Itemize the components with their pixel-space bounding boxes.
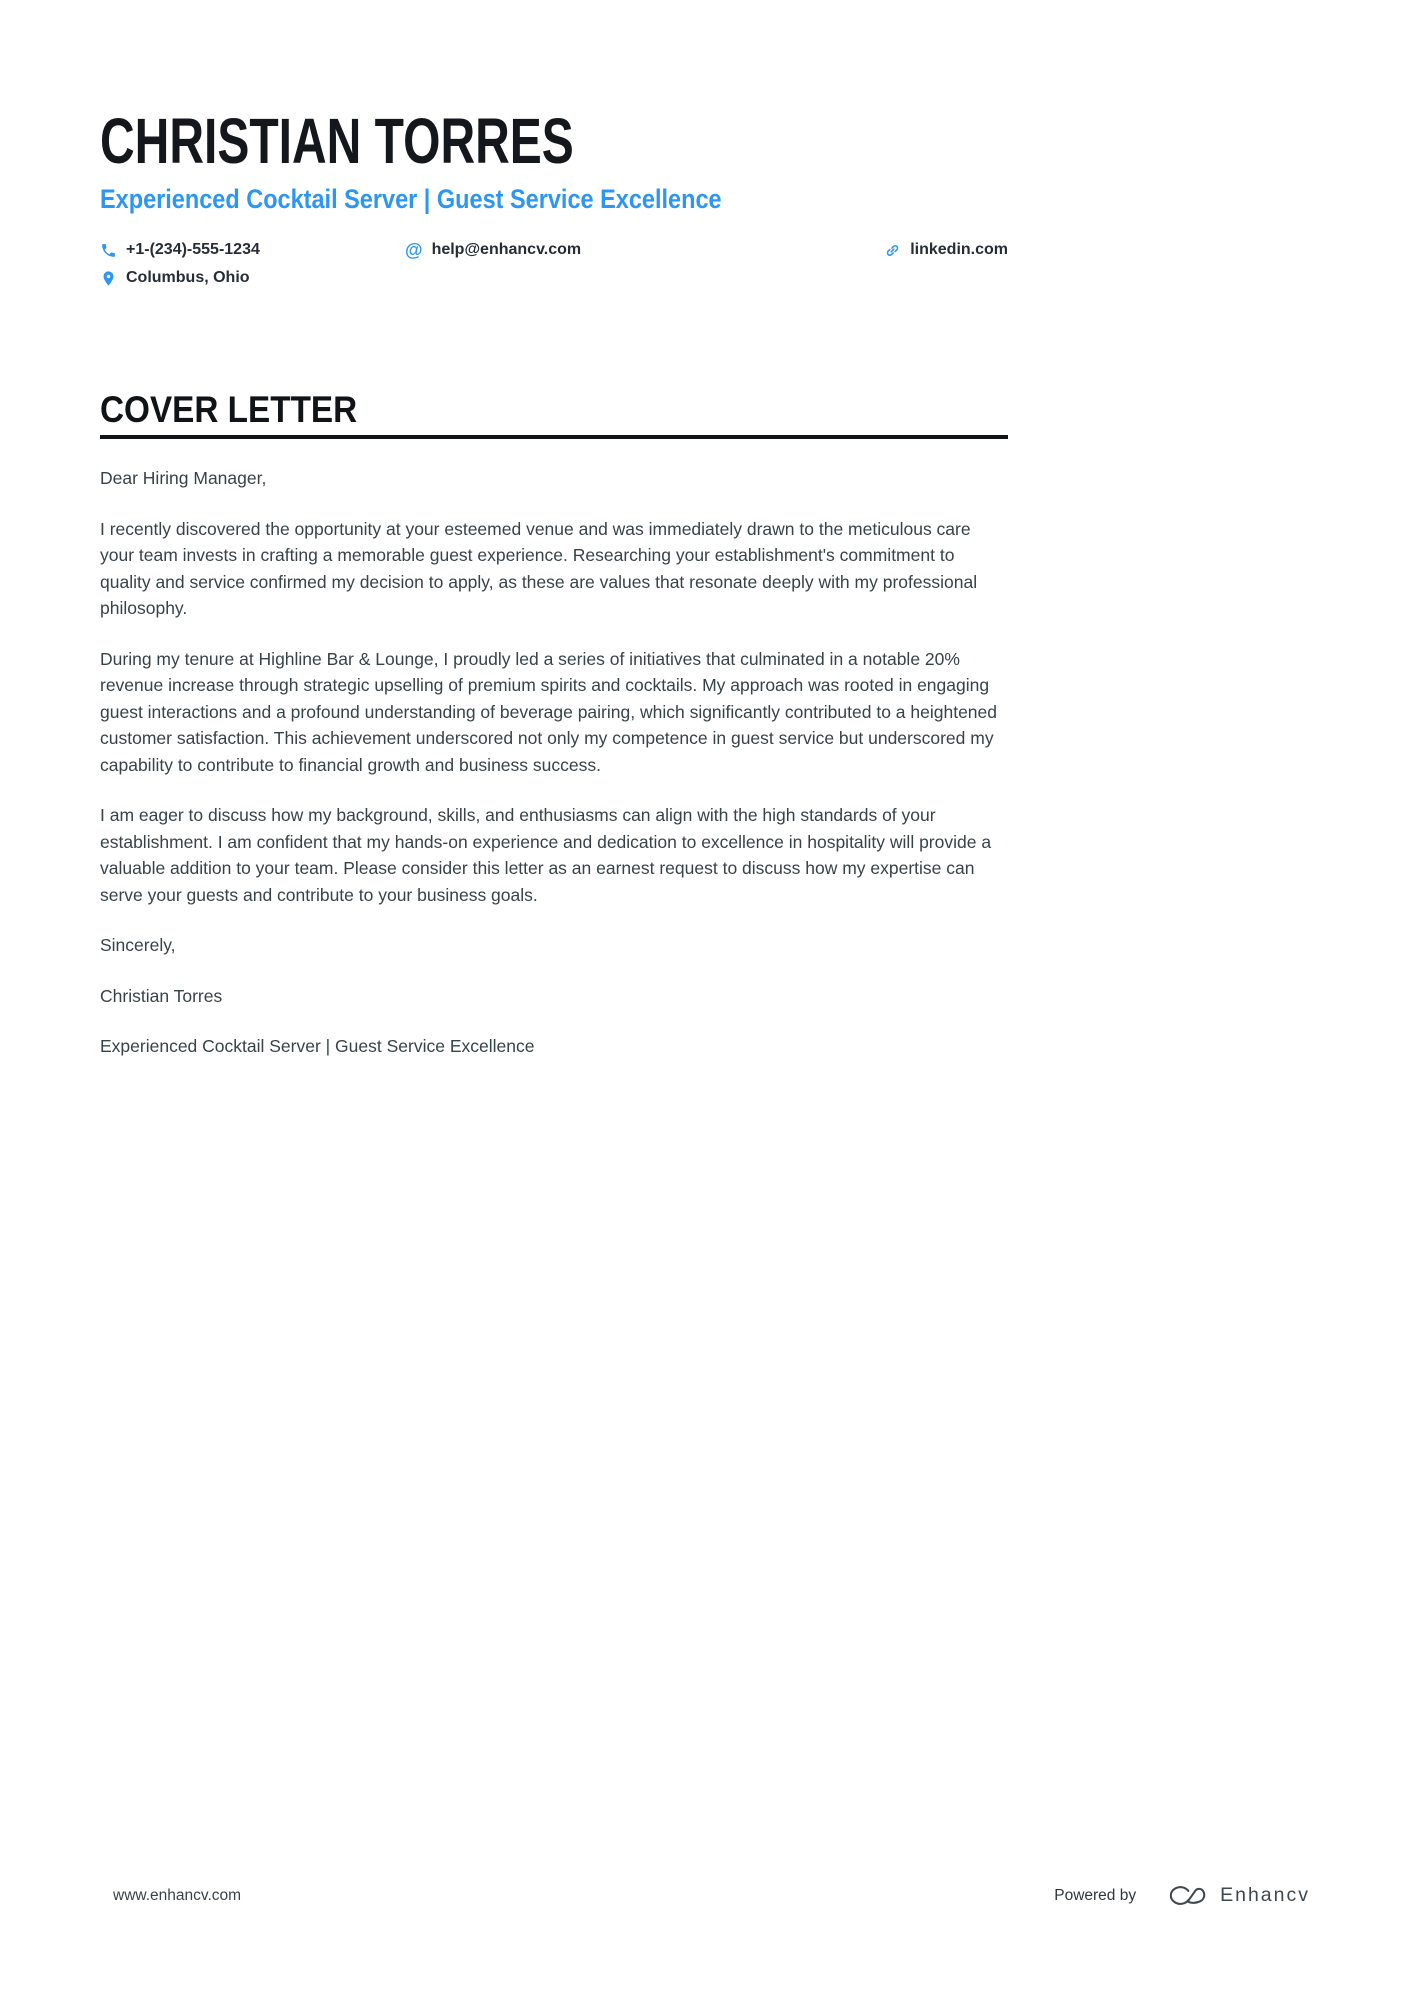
section-divider: [100, 435, 1008, 439]
linkedin-contact[interactable]: [884, 241, 1008, 259]
cover-letter-section: [100, 391, 1008, 1060]
content-column: [100, 0, 1008, 1060]
brand[interactable]: [1164, 1882, 1310, 1909]
email-contact[interactable]: [405, 241, 581, 259]
website-link[interactable]: www.enhancv.com: [113, 1886, 242, 1904]
brand-name: Enhancv: [1220, 1884, 1310, 1906]
location-row: [100, 269, 1008, 291]
phone-number: +1-(234)-555-1234: [126, 241, 260, 258]
page-footer: [113, 1882, 1310, 1909]
email-address[interactable]: help@enhancv.com: [431, 241, 582, 258]
closing: Sincerely,: [100, 935, 176, 955]
letter-paragraph: During my tenure at Highline Bar & Lounge, I proudly led a series of initiatives that culminated in a notable 20% revenue increase through strategic upselling of premium spirits and cocktails. My approach was rooted in engaging guest interactions and a profound understanding of beverage pairing, which significantly contributed to a heightened customer satisfaction. This achievement underscored not only my competence in guest service but underscored my capability to contribute to financial growth and business success.: [100, 648, 997, 775]
letter-paragraph: I recently discovered the opportunity at your esteemed venue and was immediately drawn to the meticulous care your team invests in crafting a memorable guest experience. Researching your establishment's commitment to quality and service confirmed my decision to apply, as these are values that resonate deeply with my professional philosophy.: [100, 518, 978, 618]
location-text: Columbus, Ohio: [126, 269, 250, 286]
phone-icon: [100, 242, 117, 259]
powered-by-label: Powered by: [1054, 1886, 1137, 1904]
signature-name: Christian Torres: [100, 985, 223, 1006]
enhancv-logo-icon: [1164, 1882, 1210, 1909]
linkedin-url[interactable]: linkedin.com: [910, 241, 1008, 258]
letter-body: [100, 465, 1008, 1060]
job-title-subtitle: Experienced Cocktail Server | Guest Service Excellence: [100, 184, 722, 214]
at-sign-icon: @: [405, 240, 423, 260]
location-pin-icon: [100, 270, 117, 287]
powered-by: [1054, 1882, 1310, 1909]
salutation: Dear Hiring Manager,: [100, 468, 267, 488]
section-title: COVER LETTER: [100, 389, 358, 430]
page-title: CHRISTIAN TORRES: [100, 105, 574, 177]
location-contact: [100, 269, 250, 287]
phone-contact: [100, 241, 260, 259]
link-icon: [884, 242, 901, 259]
letter-paragraph: I am eager to discuss how my background, skills, and enthusiasms can align with the high standards of your establishment. I am confident that my hands-on experience and dedication to excellence in hospitality will provide a valuable addition to your team. Please consider this letter as an earnest request to discuss how my expertise can serve your guests and contribute to your business goals.: [100, 805, 992, 905]
signature-title: Experienced Cocktail Server | Guest Service Excellence: [100, 1036, 535, 1056]
contact-row: [100, 241, 1008, 263]
